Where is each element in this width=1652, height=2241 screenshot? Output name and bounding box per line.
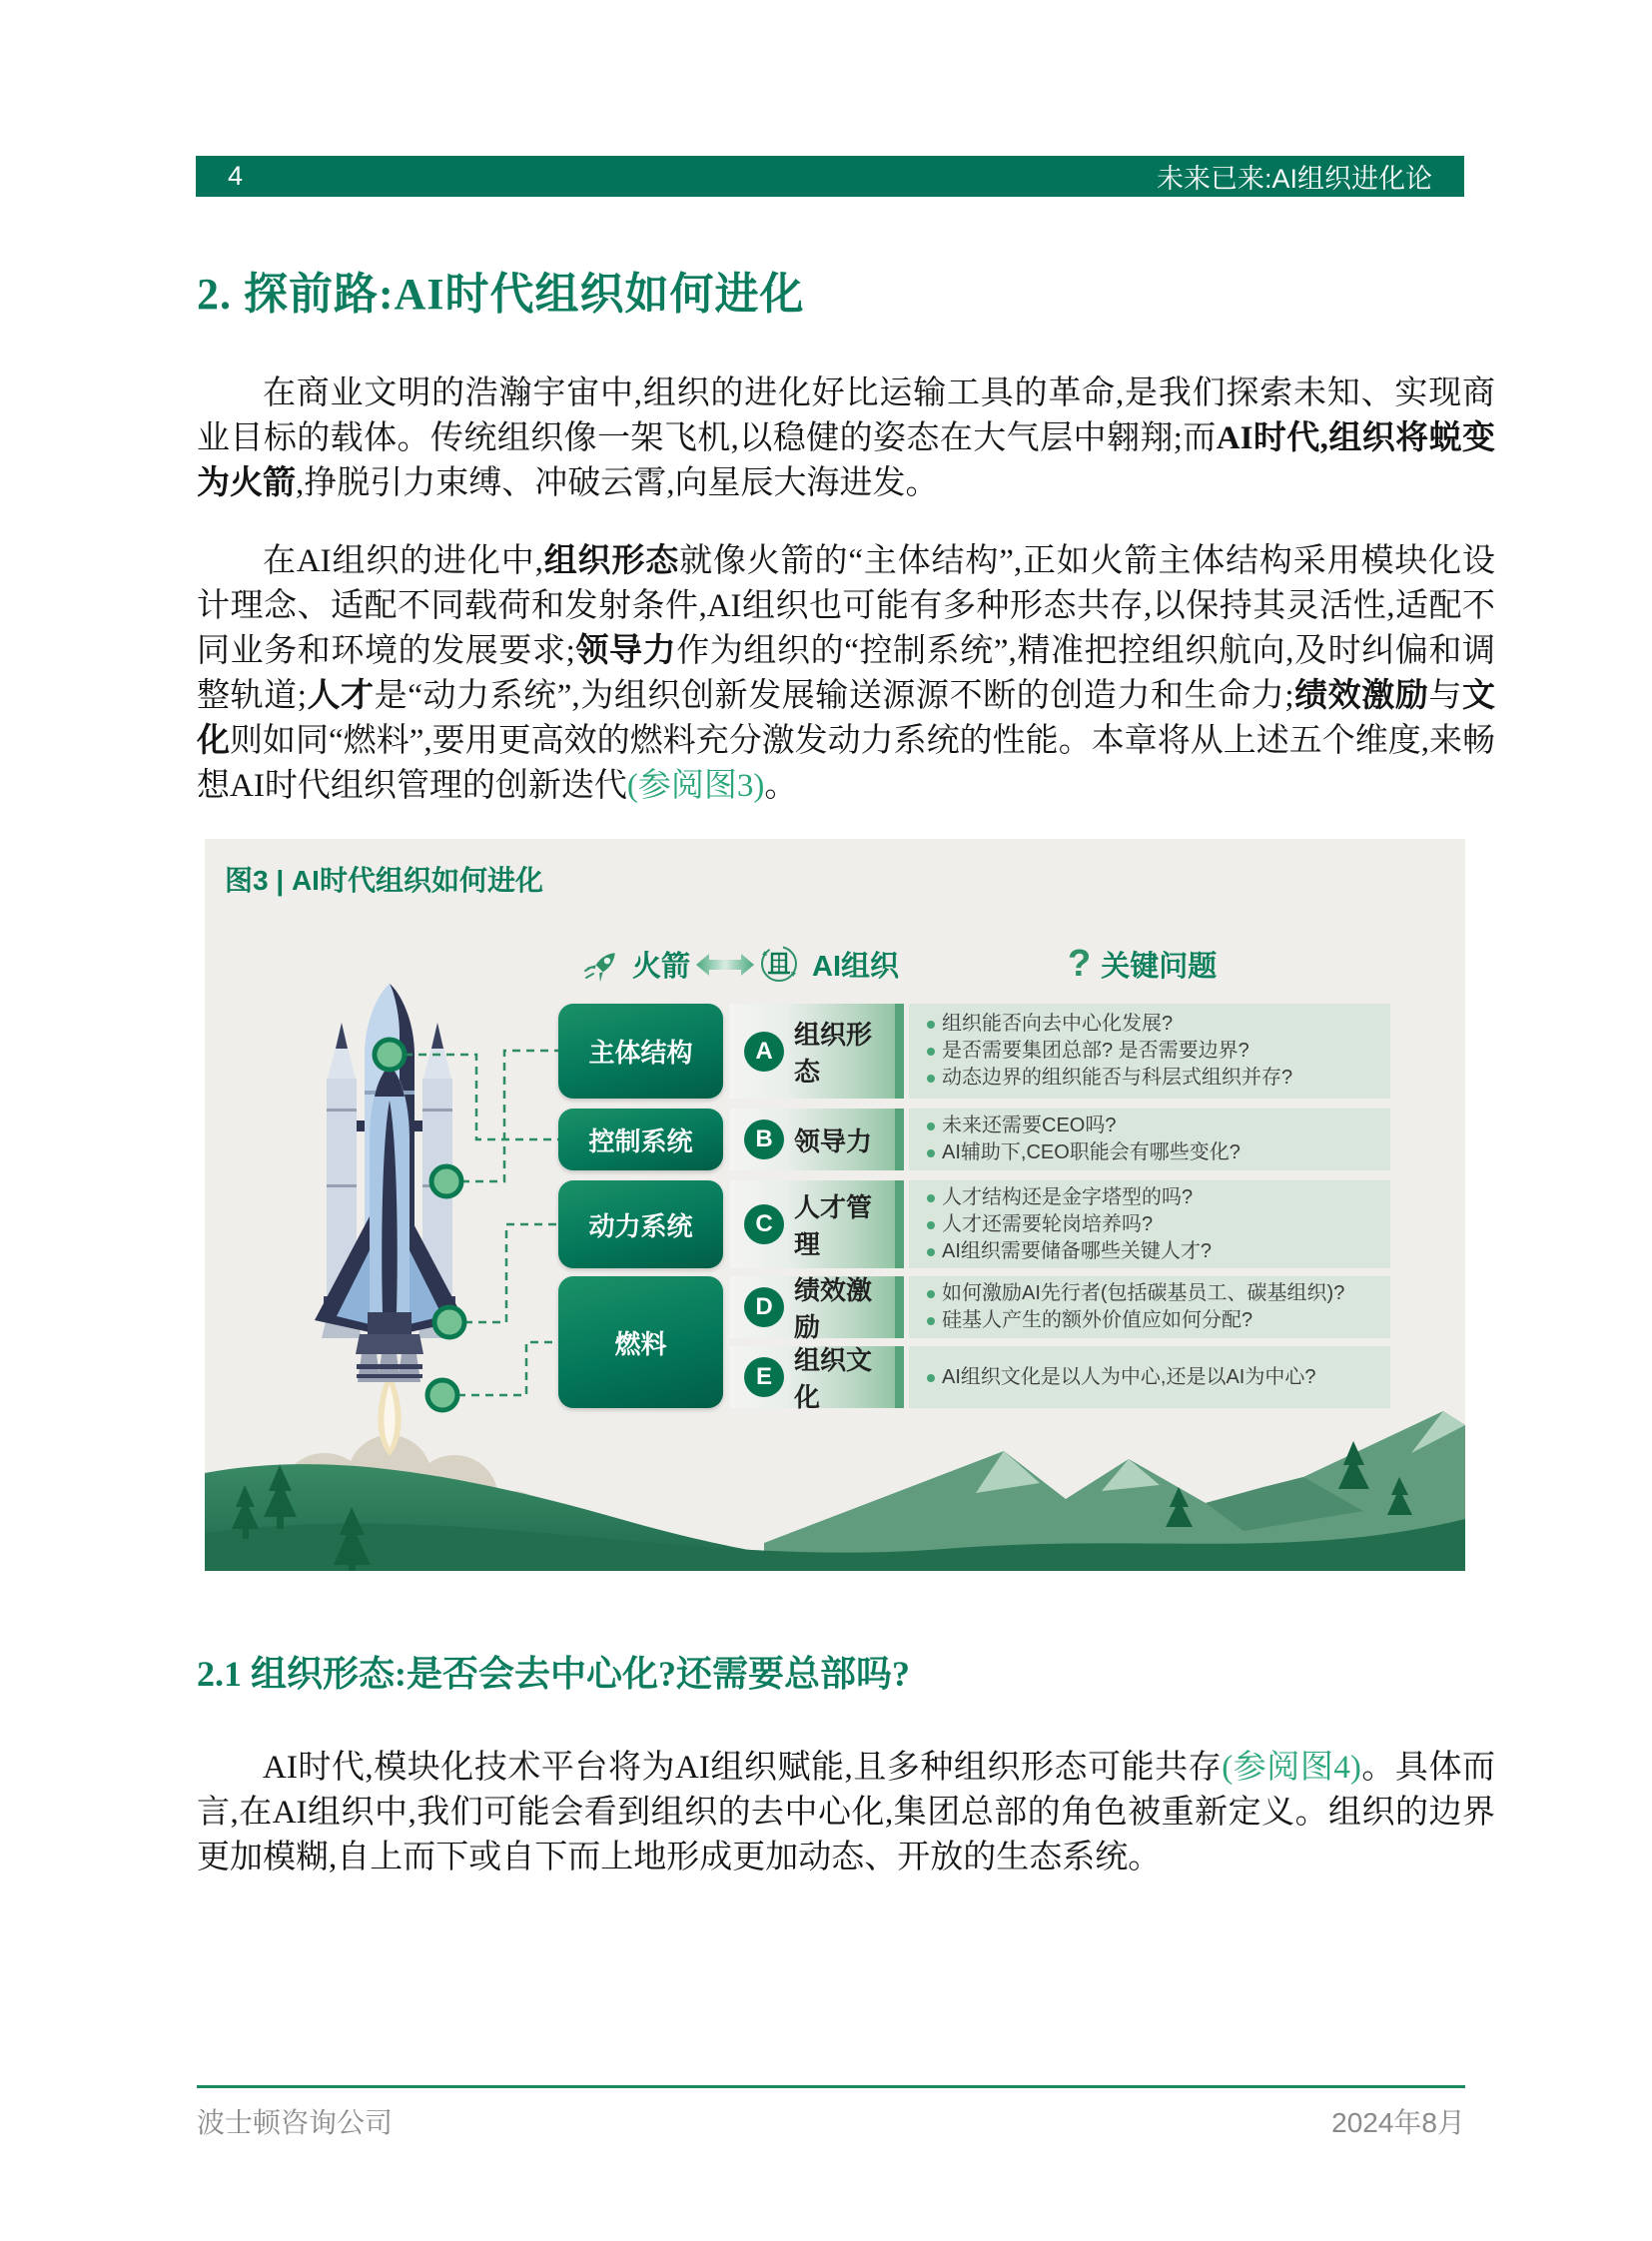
letter-badge: A [744,1032,784,1072]
legend-questions [1068,941,1217,987]
legend-rocket-label: 火箭 [632,950,691,983]
page-footer [197,2101,1465,2141]
marker-engine [427,1380,457,1410]
questions-talent [909,1180,1390,1268]
legend-questions-label: 关键问题 [1101,950,1218,983]
questions-incentive [909,1276,1390,1338]
marker-wing [434,1307,464,1337]
footer-company: 波士顿咨询公司 [197,2107,394,2138]
dimension-talent: C 人才管理 [730,1180,904,1268]
questions-leadership [909,1109,1390,1170]
question-item: 动态边界的组织能否与科层式组织并存? [925,1065,1380,1092]
question-item: AI组织需要储备哪些关键人才? [925,1238,1380,1265]
questions-org-form [909,1004,1390,1099]
question-item: 组织能否向去中心化发展? [925,1011,1380,1038]
question-item: 人才还需要轮岗培养吗? [925,1211,1380,1238]
question-item: 硅基人产生的额外价值应如何分配? [925,1307,1380,1334]
page-number: 4 [228,161,244,191]
doc-title: 未来已来:AI组织进化论 [1156,164,1432,194]
question-item: 人才结构还是金字塔型的吗? [925,1184,1380,1211]
questions-culture [909,1346,1390,1408]
marker-nose [375,1040,405,1070]
part-box-control: 控制系统 [558,1109,723,1170]
legend-rocket [582,941,690,987]
legend-org-label: AI组织 [812,950,900,983]
paragraph-1: 在商业文明的浩瀚宇宙中,组织的进化好比运输工具的革命,是我们探索未知、实现商业目标的载体。传统组织像一架飞机,以稳健的姿态在大气层中翱翔;而AI时代,组织将蜕变为火箭,挣脱引力束缚、冲破云霄,向星辰大海进发。 [197,375,1495,501]
rocket-icon [582,944,622,984]
dimension-leadership: B 领导力 [730,1109,904,1170]
question-item: AI组织文化是以人为中心,还是以AI为中心? [925,1364,1380,1391]
question-item: 是否需要集团总部? 是否需要边界? [925,1038,1380,1065]
footer-date: 2024年8月 [1331,2107,1465,2138]
part-box-fuel: 燃料 [558,1276,723,1408]
question-item: 未来还需要CEO吗? [925,1113,1380,1139]
dimension-org-form: A 组织形态 [730,1004,904,1099]
page-header [196,156,1464,197]
question-item: 如何激励AI先行者(包括碳基员工、碳基组织)? [925,1280,1380,1307]
figure-3-panel [205,839,1465,1571]
footer-rule [197,2085,1465,2088]
letter-badge: B [744,1120,784,1159]
figure-title: 图3 | AI时代组织如何进化 [225,865,543,896]
question-mark-icon: ? [1068,943,1092,985]
paragraph-2: 在AI组织的进化中,组织形态就像火箭的“主体结构”,正如火箭主体结构采用模块化设计理念、适配不同载荷和发射条件,AI组织也可能有多种形态共存,以保持其灵活性,适配不同业务和环境的发展要求;领导力作为组织的“控制系统”,精准把控组织航向,及时纠偏和调整轨道;人才是“动力系统”,为组织创新发展输送源源不断的创造力和生命力;绩效激励与文化则如同“燃料”,要用更高效的燃料充分激发动力系统的性能。本章将从上述五个维度,来畅想AI时代组织管理的创新迭代(参阅图3)。 [197,543,1496,804]
letter-badge: D [744,1287,784,1327]
part-box-power: 动力系统 [558,1180,723,1268]
subsection-title: 2.1 组织形态:是否会去中心化?还需要总部吗? [197,1654,910,1694]
section-title: 2. 探前路:AI时代组织如何进化 [197,270,805,319]
letter-badge: C [744,1204,784,1244]
dimension-culture: E 组织文化 [730,1346,904,1408]
question-item: AI辅助下,CEO职能会有哪些变化? [925,1139,1380,1166]
marker-booster [431,1166,461,1196]
double-arrow-icon [696,951,754,979]
dimension-incentive: D 绩效激励 [730,1276,904,1338]
letter-badge: E [744,1357,784,1397]
part-box-structure: 主体结构 [558,1004,723,1099]
ai-organization-icon [756,941,802,987]
paragraph-3: AI时代,模块化技术平台将为AI组织赋能,且多种组织形态可能共存(参阅图4)。具体而言,在AI组织中,我们可能会看到组织的去中心化,集团总部的角色被重新定义。组织的边界更加模糊,自上而下或自下而上地形成更加动态、开放的生态系统。 [197,1750,1495,1875]
legend-org [756,941,899,987]
